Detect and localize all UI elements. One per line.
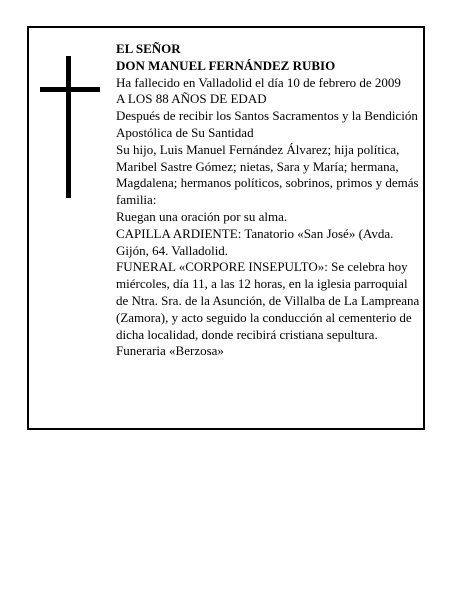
obituary-notice: [27, 26, 425, 430]
chapel-info: CAPILLA ARDIENTE: Tanatorio «San José» (Avda. Gijón, 64. Valladolid.: [116, 225, 394, 258]
funeral-info: FUNERAL «CORPORE INSEPULTO»: Se celebra hoy miércoles, día 11, a las 12 horas, en la iglesia parroquial de Ntra. Sra. de la Asunción, de Villalba de La Lampreana (Zamora), y acto seguido la conducción al cementerio de dicha localidad, donde recibirá cristiana sepultura.: [116, 259, 420, 342]
notice-title: EL SEÑOR: [116, 41, 181, 56]
family-text: Su hijo, Luis Manuel Fernández Álvarez; hija política, Maribel Sastre Gómez; nietas, Sara y María; hermana, Magdalena; hermanos políticos, sobrinos, primos y demás familia:: [116, 141, 419, 208]
prayer-request: Ruegan una oración por su alma.: [116, 208, 288, 224]
sacraments-text: Después de recibir los Santos Sacramentos y la Bendición Apostólica de Su Santidad: [116, 108, 418, 140]
deceased-name: DON MANUEL FERNÁNDEZ RUBIO: [116, 57, 336, 73]
cross-horizontal-bar: [40, 87, 100, 92]
death-line: Ha fallecido en Valladolid el día 10 de febrero de 2009: [116, 74, 401, 90]
age-line: A LOS 88 AÑOS DE EDAD: [116, 91, 267, 107]
notice-text: [116, 41, 422, 360]
funeral-home: Funeraria «Berzosa»: [116, 343, 224, 359]
cross-vertical-bar: [66, 56, 71, 198]
latin-cross-icon: [40, 56, 100, 198]
